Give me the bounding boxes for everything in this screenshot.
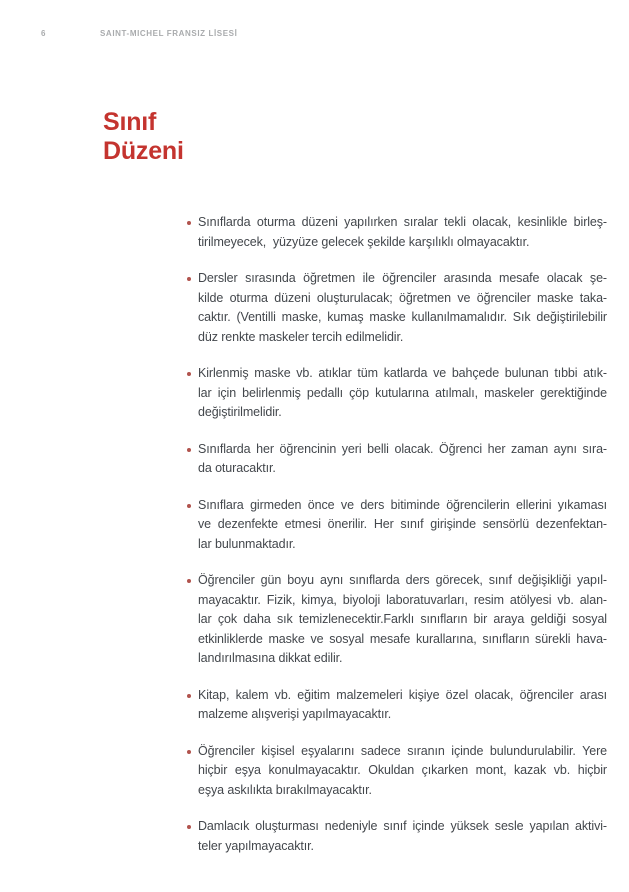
list-item: [187, 364, 607, 423]
bullet-line: malzeme alışverişi yapılmayacaktır.: [198, 707, 392, 721]
bullet-line: eşya askılıkta bırakılmayacaktır.: [198, 782, 372, 797]
bullet-line: kilde oturma düzeni oluşturulacak; öğretmen ve öğrenciler maske taka-: [198, 290, 607, 305]
bullet-line: Sınıflarda oturma düzeni yapılırken sıralar tekli olacak, kesinlikle birleş-: [198, 215, 607, 229]
bullet-line: teler yapılmayacaktır.: [198, 838, 314, 853]
bullet-text: [198, 269, 607, 347]
bullet-line: da oturacaktır.: [198, 461, 276, 475]
bullet-line: Dersler sırasında öğretmen ile öğrenciler arasında mesafe olacak şe-: [198, 271, 607, 285]
bullet-line: lar için belirlenmiş pedallı çöp kutularına atılmalı, maskeler gerektiğinde: [198, 385, 607, 400]
bullet-line: Kitap, kalem vb. eğitim malzemeleri kişiye özel olacak, öğrenciler arası: [198, 687, 607, 702]
bullet-line: Öğrenciler gün boyu aynı sınıflarda ders görecek, sınıf değişikliği yapıl-: [198, 573, 607, 587]
bullet-text: [198, 213, 607, 252]
page-number: 6: [41, 29, 47, 38]
bullet-dot-icon: [187, 504, 191, 508]
bullet-line: tirilmeyecek, yüzyüze gelecek şekilde karşılıklı olmayacaktır.: [198, 234, 530, 249]
bullet-text: [198, 817, 607, 856]
section-title-line2: Düzeni: [103, 137, 184, 165]
bullet-text: [198, 440, 607, 479]
section-title-line1: Sınıf: [103, 108, 157, 136]
bullet-line: lar çok daha sık temizlenecektir.Farklı sınıfların bir araya geldiği sosyal: [198, 612, 607, 626]
bullet-dot-icon: [187, 825, 191, 829]
bullet-dot-icon: [187, 372, 191, 376]
bullet-text: [198, 571, 607, 669]
bullet-line: değiştirilmelidir.: [198, 405, 282, 419]
list-item: [187, 440, 607, 479]
bullet-dot-icon: [187, 448, 191, 452]
bullet-line: lar bulunmaktadır.: [198, 536, 296, 551]
bullet-line: Kirlenmiş maske vb. atıklar tüm katlarda ve bahçede bulunan tıbbi atık-: [198, 366, 607, 380]
bullet-text: [198, 364, 607, 423]
bullet-text: [198, 496, 607, 555]
bullet-dot-icon: [187, 750, 191, 754]
section-title: [103, 108, 184, 166]
bullet-line: Sınıflara girmeden önce ve ders bitiminde öğrencilerin ellerini yıkaması: [198, 497, 607, 512]
list-item: [187, 742, 607, 801]
list-item: [187, 269, 607, 347]
bullet-text: [198, 686, 607, 725]
list-item: [187, 571, 607, 669]
running-header: [0, 29, 629, 41]
bullet-line: Damlacık oluşturması nedeniyle sınıf içinde yüksek sesle yapılan aktivi-: [198, 819, 607, 833]
bullet-line: ve dezenfekte etmesi önerilir. Her sınıf girişinde sensörlü dezenfektan-: [198, 517, 607, 531]
list-item: [187, 686, 607, 725]
bullet-line: caktır. (Ventilli maske, kumaş maske kullanılmamalıdır. Sık değiştirilebilir: [198, 310, 607, 324]
bullet-dot-icon: [187, 579, 191, 583]
bullet-line: düz renkte maskeler tercih edilmelidir.: [198, 329, 404, 344]
list-item: [187, 496, 607, 555]
bullet-line: etkinliklerde maske ve sosyal mesafe kurallarına, sınıfların sürekli hava-: [198, 631, 607, 646]
bullet-line: hiçbir eşya konulmayacaktır. Okuldan çıkarken mont, kazak vb. hiçbir: [198, 763, 607, 777]
header-school-name: SAINT-MICHEL FRANSIZ LİSESİ: [100, 29, 238, 38]
bullet-dot-icon: [187, 277, 191, 281]
bullet-line: mayacaktır. Fizik, kimya, biyoloji laboratuvarları, resim atölyesi vb. alan-: [198, 592, 607, 607]
list-item: [187, 817, 607, 856]
list-item: [187, 213, 607, 252]
bullet-list: [187, 213, 607, 873]
bullet-dot-icon: [187, 221, 191, 225]
bullet-dot-icon: [187, 694, 191, 698]
bullet-line: Öğrenciler kişisel eşyalarını sadece sıranın içinde bulundurulabilir. Yere: [198, 743, 607, 758]
bullet-line: landırılmasına dikkat edilir.: [198, 651, 343, 665]
bullet-line: Sınıflarda her öğrencinin yeri belli olacak. Öğrenci her zaman aynı sıra-: [198, 441, 607, 456]
bullet-text: [198, 742, 607, 801]
